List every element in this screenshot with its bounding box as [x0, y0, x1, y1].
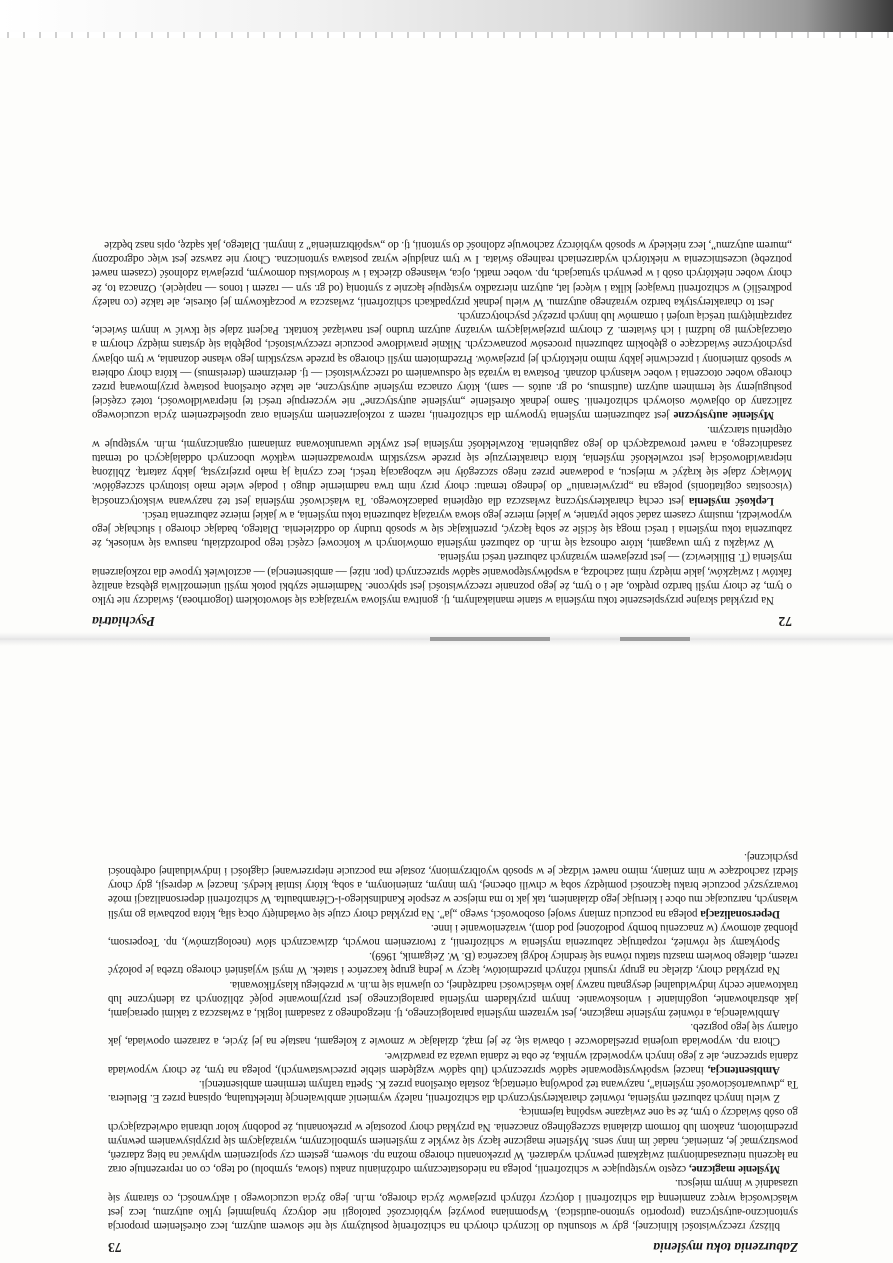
paragraph-text: Jest to charakterystyka bardzo wyraźnego autyzmu. W wielu jednak przypadkach schizofrenii, zwłaszcza w początkowym jej okresie, ale także (co należy podkreślić) w schizofrenii trwającej kilka i więcej lat, autyzm nierzadko występuje łącznie z syntonią (od gr. syn — razem i tonos — napięcie). Oznacza to, że chory wobec niektórych osób i w pewnych sytuacjach, np. wobec matki, ojca, własnego dziecka i w środowisku domowym, przejawia zdolność (czasem nawet potrzebę) uczestniczenia w niektórych wydarzeniach realnego świata. I w tym znajduje wyraz postawa syntoniczna. Chory nie zawsze jest więc odgrodzony „murem autyzmu”, lecz niekiedy w sposób wybiórczy zachowuje zdolność do syntonii, tj. do „współbrzmienia” z innymi. Dlatego, jak sądzę, opis nasz będzie [92, 238, 792, 308]
paragraph [92, 309, 792, 423]
paragraph [108, 921, 798, 949]
running-head: Psychiatria [92, 614, 155, 629]
paragraph [92, 238, 792, 309]
paragraph-text: Chora np. wypowiada urojenia prześladowcze i obawia się, że jej mąż, działając w zmowie z kolegami, nastaje na jej życie, a zarazem opowiada, jak ofiarny się jego pogrzeb. [108, 1021, 798, 1048]
paragraph-text: jest zaburzeniem myślenia typowym dla schizofrenii, razem z rozkojarzeniem myślenia oraz upośledzeniem życia uczuciowego zaliczany do objawów osiowych schizofrenii. Samo jednak określenie „myślenie autystyczne” nie wyczerpuje treści tej nieprawidłowości, toteż częściej posługujemy się terminem autyzm (autismus, od gr. autós — sam), który oznacza myślenie autystyczne, ale także określoną postawę przyjmowaną przez chorego wobec otoczenia i wobec własnych doznań. Postawa ta wyraża się odsuwaniem od rzeczywistości — tj. dereizmem (dereismus) — która chory odbiera w sposób zmieniony i przeciwnie jakby mimo niektórych jej przejawów. Przedmiotem myśli chorego są przede wszystkim jego własne doznania, w tym objawy psychotyczne świadczące o głębokim zaburzeniu procesów poznawczych. Niknie prawidłowe poczucie rzeczywistości, pogłębia się dystans między chorym a otaczającymi go ludźmi i ich światem. Z chorym przejawiającym wyraźny autyzm trudno jest nawiązać kontakt. Pacjent zdaje się tkwić w innym świecie, zaprzątniętymi treścią urojeń i omamów lub innych przeżyć psychotycznych. [92, 309, 792, 422]
paragraph-text: W związku z tym uwagami, które odnoszą się m.in. do zaburzeń myślenia omówionych w końcowej części tego podrozdziału, nasuwa się wniosek, że zaburzenia toku myślenia i treści mogą się ściśle ze sobą łączyć, przenikając się w sposób trudny do oddzielenia. Dlatego, badając chorego i słuchając jego wypowiedzi, musimy czasem zadać sobie pytanie, w jakiej mierze jego słowa wyrażają zaburzenia toku myślenia, a w jakiej mierze zaburzenia treści. [92, 508, 792, 550]
paragraph-lead-term: Myślenie magiczne, [689, 1163, 780, 1176]
paragraph-lead-term: Ambisentencja, [707, 1063, 780, 1076]
paragraph-lead-term: Depersonalizacja [700, 907, 780, 920]
paragraph-text: często występujące w schizofrenii, polega na niedostatecznym odróżnianiu znaku (słowa, symbolu) od tego, co on reprezentuje oraz na łączeniu nieuzasadnionymi związkami pewnych wydarzeń. W przekonaniu chorego można np. słowem, gestem czy spojrzeniem wpływać na bieg zdarzeń, powstrzymać je, zmieniać, nadać im inny sens. Myślenie magiczne łączy się zwykle z myśleniem symbolicznym, wyrażającym się przypisywaniem pewnym przedmiotom, znakom lub formom działania szczególnego znaczenia. Na przykład chory pozostaje w przekonaniu, że podobny kolor ubrania odwiedzających go osób świadczy o tym, że są one związane wspólną tajemnicą. [108, 1106, 798, 1176]
paragraph [108, 850, 798, 921]
paragraph [108, 1020, 798, 1048]
paragraph-text: Ambiwalencja, a również myślenie magiczne, jest wyrazem myślenia paralogicznego, tj. niezgodnego z zasadami logiki, a zwłaszcza z takimi operacjami, jak abstrahowanie, uogólnianie i wnioskowanie. Innym przykładem myślenia paralogicznego jest przyjmowanie pojęć zbliżonych za identyczne lub traktowanie cechy indywidualnej desygnatu nazwy jako właściwości nadrzędnej, co ujawnia się m.in. w przebiegu klasyfikowania. [108, 978, 798, 1019]
paragraph-text: Na przykład chory, dzieląc na grupy rysunki różnych przedmiotów, łączy w jedną grupę kaczeńce i statek. W myśl wyjaśnień chorego trzeba je położyć razem, dlatego bowiem masztu statku równa się średnicy łodygi kaczeńca (B. W. Zeigarnik, 1969). [108, 950, 798, 977]
gutter-shadow-streak [620, 637, 690, 641]
page-72-header [92, 613, 792, 629]
paragraph-text: inaczej współwystępowanie sądów sprzecznych (lub sądów względem siebie przeciwstawnych), polega na tym, że chory wypowiada zdania sprzeczne, ale z jego innych wypowiedzi wynika, że oba te zdania uważa za prawdziwe. [108, 1049, 798, 1076]
page-72-body-text [92, 238, 792, 607]
paragraph-text: Z wielu innych zaburzeń myślenia, również charakterystycznych dla schizofrenii, należy wymienić ambiwalencję intelektualną, opisaną przez E. Bleulera. Ta „dwuwartościowość myślenia”, nazywana też podwójną orientacją, została określona przez K. Spetta trafnym terminem ambisentencji. [108, 1077, 798, 1105]
paragraph-text: Na przykład skrajne przyspieszenie toku myślenia w stanie maniakalnym, tj. gonitwa myślowa wyrażająca się słowotokiem (logorrhoea), świadczy nie tylko o tym, że chory myśli bardzo prędko, ale i o tym, że jego poznanie rzeczywistości jest spłycone. Nadmiernie szybki potok myśli uniemożliwia głębszą analizę faktów i związków, jakie między nimi zachodzą, a współwystępowanie sądów sprzecznych (por. niżej — ambisentencja) — acztolwiek typowe dla rozkojarzenia myślenia (T. Bilikiewicz) — jest przejawem wyraźnych zaburzeń treści myślenia. [92, 551, 792, 606]
running-head: Zaburzenia toku myślenia [653, 1240, 798, 1255]
page-72 [0, 40, 893, 630]
page-73-header [108, 1239, 798, 1255]
page-73-body-text [108, 850, 798, 1233]
paragraph [108, 977, 798, 1020]
paragraph [108, 1176, 798, 1233]
page-73 [0, 648, 893, 1260]
page-number: 72 [778, 614, 792, 629]
paragraph [108, 949, 798, 977]
gutter-shadow-streak [430, 637, 550, 641]
paragraph-text: polega na poczuciu zmiany swojej osobowości, swego „ja”. Na przykład chory czuje się owładnięty obcą siłą, która pozbawia go myśli własnych, narzucając mu obce i kierując jego działaniem, tak jak to ma miejsce w zespole Kandinskiego-i-Clérambaulta. W schizofrenii depersonalizacji może towarzyszyć poczucie braku łączności pomiędzy sobą w chwili obecnej, tym innym, zmienionym, a sobą, który istniał kiedyś. Inaczej w depresji, gdy chory śledzi zachodzące w nim zmiany, mimo nawet widząc je w sposób wyolbrzymiony, zostaje ma poczucie nieprzerwanej ciągłości i indywidualnej odrębności psychicznej. [108, 850, 798, 920]
paragraph [92, 508, 792, 551]
paragraph-text: bliższy rzeczywistości klinicznej, gdy w stosunku do licznych chorych na schizofrenię posłużymy się nie słowem autyzm, lecz określeniem proporcja syntoniczno-autystyczna (proportio syntono-autistica). Wspomniana powyżej wybiórczość patologii nie dotyczy bynajmniej tylko autyzmu, lecz jest właściwością wręcz znamienną dla schizofrenii i dotyczy różnych przejawów życia chorego, m.in. jego życia uczuciowego i aktywności, co staramy się uzasadnić w innym miejscu. [108, 1177, 798, 1232]
paragraph-text: jest cechą charakterystyczną zwłaszcza dla otępienia padaczkowego. Ta właściwość myślenia jest też nazywana wiskotycznością (viscositas cogitationis) polega na „przywieraniu” do jednego tematu: chory przy nim trwa nadmiernie długo i podaje wiele mało istotnych szczegółów. Mówiący zdaje się krążyć w miejscu, a podawane przez niego szczegóły nie wzbogacają treści, lecz czynią ją mało przejrzystą, jakby zatartą. Zbliżoną nieprawidłowością jest rozwlekłość myślenia, która charakteryzuje się przede wszystkim wprowadzeniem wątków ubocznych oddalających od tematu zasadniczego, a nawet prowadzących do jego zagubienia. Rozwlekłość myślenia jest zwykle uwarunkowana zmianami organicznymi, m.in. występuje w otępieniu starczym. [92, 423, 792, 507]
page-73-rotated-content [108, 663, 798, 1255]
paragraph [108, 1077, 798, 1105]
paragraph-text: Spotykamy się również, rozpatrując zaburzenia myślenia w schizofrenii, z tworzeniem nowych, dziwacznych słów (neologizmów), np. Teopersom, płonbaż atomowy (w znaczeniu bomby podłożonej pod dom), wrażeniowanie i inne. [108, 921, 798, 948]
paragraph [92, 422, 792, 507]
paragraph-lead-term: Myślenie autystyczne [673, 409, 774, 422]
scan-top-edge [0, 0, 893, 38]
paragraph [108, 1105, 798, 1176]
paragraph-lead-term: Lepkość myślenia [689, 494, 774, 507]
page-number: 73 [108, 1240, 122, 1255]
paragraph [108, 1048, 798, 1076]
paragraph [92, 550, 792, 607]
page-72-rotated-content [92, 84, 792, 629]
